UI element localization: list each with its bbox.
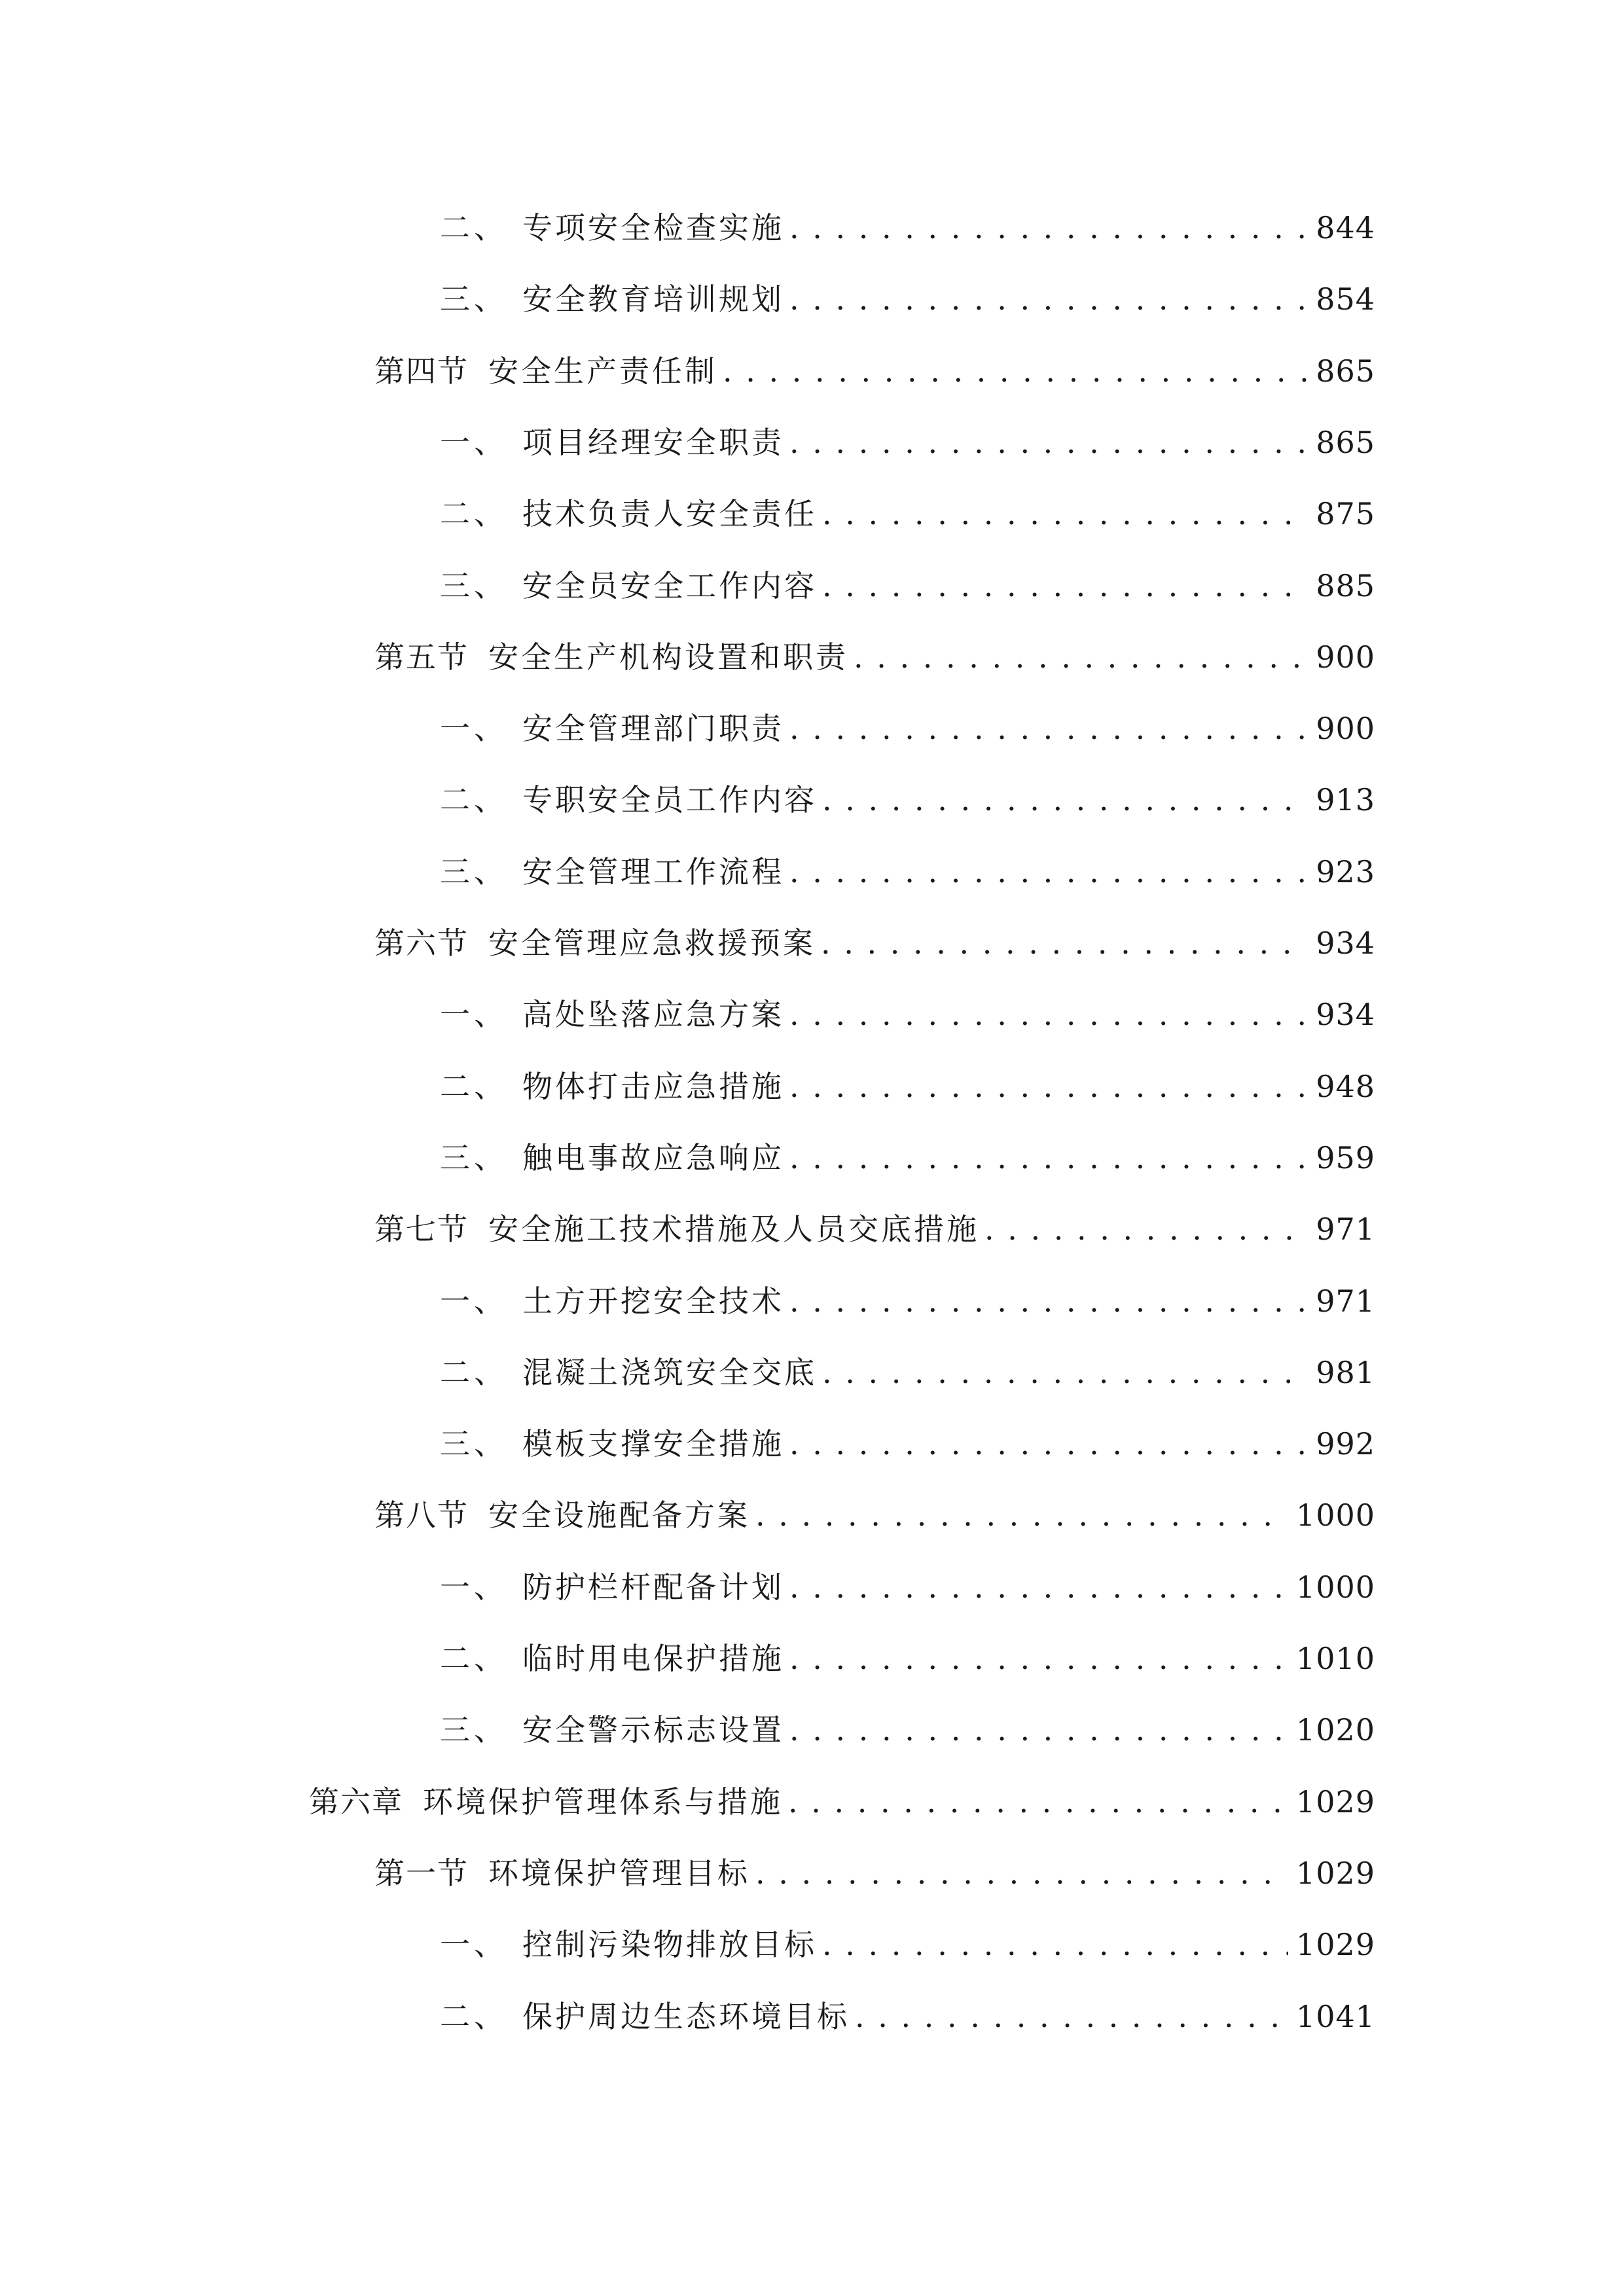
toc-dot-leader	[789, 1132, 1308, 1184]
toc-dot-leader	[822, 774, 1308, 826]
toc-entry[interactable]	[374, 917, 1375, 969]
toc-entry[interactable]	[440, 846, 1375, 898]
toc-dot-leader	[788, 1776, 1288, 1828]
toc-entry-title: 物体打击应急措施	[522, 1069, 784, 1104]
toc-entry-title: 技术负责人安全责任	[522, 496, 817, 531]
toc-dot-leader	[723, 345, 1308, 397]
toc-entry-title: 防护栏杆配备计划	[522, 1570, 784, 1605]
toc-entry-number: 第八节	[374, 1498, 469, 1533]
toc-entry-number: 一、	[440, 997, 508, 1032]
toc-dot-leader	[789, 416, 1308, 469]
toc-entry[interactable]	[440, 1918, 1375, 1971]
toc-entry-title: 土方开挖安全技术	[522, 1283, 784, 1319]
toc-entry-number: 三、	[440, 1426, 508, 1462]
toc-entry[interactable]	[309, 1776, 1375, 1828]
toc-entry[interactable]	[374, 345, 1375, 397]
toc-entry-title: 临时用电保护措施	[522, 1641, 784, 1676]
toc-entry[interactable]	[374, 1847, 1375, 1899]
toc-dot-leader	[755, 1489, 1288, 1541]
toc-entry-page: 885	[1316, 568, 1375, 603]
toc-entry-page: 900	[1316, 711, 1375, 746]
toc-dot-leader	[789, 1275, 1308, 1327]
toc-entry-page: 923	[1316, 854, 1375, 889]
toc-entry-page: 981	[1316, 1355, 1375, 1390]
toc-entry-page: 959	[1316, 1140, 1375, 1175]
toc-entry[interactable]	[374, 1489, 1375, 1541]
toc-entry[interactable]	[440, 1060, 1375, 1113]
toc-entry-title: 安全生产机构设置和职责	[488, 639, 848, 675]
toc-entry-page: 1029	[1295, 1927, 1375, 1962]
toc-entry-page: 900	[1316, 639, 1375, 675]
toc-entry[interactable]	[440, 1561, 1375, 1613]
toc-entry-number: 二、	[440, 210, 508, 245]
toc-entry-title: 专职安全员工作内容	[522, 782, 817, 817]
toc-entry-number: 三、	[440, 568, 508, 603]
toc-entry-page: 971	[1316, 1283, 1375, 1319]
toc-entry-title: 安全警示标志设置	[522, 1712, 784, 1748]
toc-entry-number: 三、	[440, 1140, 508, 1175]
toc-entry-page: 1000	[1295, 1498, 1375, 1533]
toc-entry[interactable]	[440, 988, 1375, 1041]
toc-entry-page: 865	[1316, 425, 1375, 460]
toc-entry-title: 高处坠落应急方案	[522, 997, 784, 1032]
toc-entry-title: 模板支撑安全措施	[522, 1426, 784, 1462]
toc-dot-leader	[789, 1561, 1288, 1613]
toc-entry-page: 948	[1316, 1069, 1375, 1104]
toc-entry-number: 二、	[440, 1641, 508, 1676]
toc-entry-number: 第一节	[374, 1856, 469, 1891]
toc-dot-leader	[789, 1418, 1308, 1470]
toc-entry-number: 二、	[440, 1069, 508, 1104]
toc-dot-leader	[822, 560, 1308, 612]
toc-entry-page: 934	[1316, 925, 1375, 961]
toc-dot-leader	[822, 488, 1308, 540]
toc-entry-page: 875	[1316, 496, 1375, 531]
toc-entry-page: 1020	[1295, 1712, 1375, 1748]
toc-dot-leader	[822, 1918, 1288, 1971]
toc-entry-number: 二、	[440, 1355, 508, 1390]
toc-entry-page: 854	[1316, 281, 1375, 317]
toc-entry-number: 三、	[440, 1712, 508, 1748]
toc-entry[interactable]	[440, 416, 1375, 469]
toc-entry-page: 1041	[1295, 1999, 1375, 2034]
toc-entry[interactable]	[440, 1632, 1375, 1685]
toc-entry-title: 安全管理工作流程	[522, 854, 784, 889]
toc-entry[interactable]	[374, 631, 1375, 683]
toc-entry-title: 环境保护管理体系与措施	[423, 1784, 783, 1820]
toc-dot-leader	[855, 1990, 1288, 2043]
toc-dot-leader	[789, 702, 1308, 755]
toc-dot-leader	[789, 1704, 1288, 1756]
toc-entry-number: 一、	[440, 425, 508, 460]
toc-entry-title: 安全施工技术措施及人员交底措施	[488, 1211, 979, 1247]
toc-entry-title: 安全生产责任制	[488, 353, 717, 389]
toc-entry-number: 二、	[440, 496, 508, 531]
toc-dot-leader	[854, 631, 1308, 683]
toc-entry-title: 控制污染物排放目标	[522, 1927, 817, 1962]
toc-entry-title: 安全设施配备方案	[488, 1498, 750, 1533]
toc-entry-title: 混凝土浇筑安全交底	[522, 1355, 817, 1390]
toc-entry[interactable]	[440, 774, 1375, 826]
toc-entry-number: 一、	[440, 1927, 508, 1962]
toc-entry-page: 1010	[1295, 1641, 1375, 1676]
toc-entry-page: 971	[1316, 1211, 1375, 1247]
toc-dot-leader	[822, 1346, 1308, 1399]
toc-entry-title: 安全管理部门职责	[522, 711, 784, 746]
toc-entry-number: 一、	[440, 1570, 508, 1605]
toc-entry-number: 二、	[440, 782, 508, 817]
toc-entry[interactable]	[440, 1132, 1375, 1184]
toc-entry-page: 913	[1316, 782, 1375, 817]
toc-dot-leader	[789, 202, 1308, 254]
toc-entry-title: 专项安全检查实施	[522, 210, 784, 245]
toc-entry[interactable]	[440, 273, 1375, 325]
toc-entry-title: 环境保护管理目标	[488, 1856, 750, 1891]
toc-entry-title: 安全教育培训规划	[522, 281, 784, 317]
toc-entry[interactable]	[440, 1704, 1375, 1756]
toc-entry-page: 865	[1316, 353, 1375, 389]
toc-dot-leader	[789, 1060, 1308, 1113]
toc-entry[interactable]	[440, 202, 1375, 254]
toc-entry[interactable]	[440, 1346, 1375, 1399]
toc-entry-number: 三、	[440, 281, 508, 317]
toc-entry-number: 二、	[440, 1999, 508, 2034]
toc-dot-leader	[789, 988, 1308, 1041]
toc-dot-leader	[755, 1847, 1288, 1899]
toc-entry[interactable]	[440, 560, 1375, 612]
toc-entry[interactable]	[440, 1275, 1375, 1327]
toc-entry-title: 触电事故应急响应	[522, 1140, 784, 1175]
toc-entry[interactable]	[374, 1203, 1375, 1255]
toc-entry-number: 第六节	[374, 925, 469, 961]
toc-entry-number: 第六章	[309, 1784, 403, 1820]
toc-entry[interactable]	[440, 488, 1375, 540]
toc-entry-title: 项目经理安全职责	[522, 425, 784, 460]
toc-dot-leader	[789, 1632, 1288, 1685]
toc-entry-title: 安全管理应急救援预案	[488, 925, 816, 961]
toc-entry-page: 1029	[1295, 1856, 1375, 1891]
toc-entry-page: 1029	[1295, 1784, 1375, 1820]
toc-entry-number: 三、	[440, 854, 508, 889]
toc-dot-leader	[789, 273, 1308, 325]
toc-dot-leader	[821, 917, 1308, 969]
toc-entry-number: 第五节	[374, 639, 469, 675]
toc-entry-page: 844	[1316, 210, 1375, 245]
toc-entry-page: 1000	[1295, 1570, 1375, 1605]
toc-entry-page: 992	[1316, 1426, 1375, 1462]
toc-dot-leader	[789, 846, 1308, 898]
toc-entry-number: 一、	[440, 1283, 508, 1319]
toc-entry-number: 第七节	[374, 1211, 469, 1247]
toc-entry-page: 934	[1316, 997, 1375, 1032]
toc-entry-number: 第四节	[374, 353, 469, 389]
toc-entry-title: 安全员安全工作内容	[522, 568, 817, 603]
toc-entry-number: 一、	[440, 711, 508, 746]
toc-dot-leader	[984, 1203, 1308, 1255]
toc-entry[interactable]	[440, 1990, 1375, 2043]
toc-entry-title: 保护周边生态环境目标	[522, 1999, 850, 2034]
toc-entry[interactable]	[440, 1418, 1375, 1470]
toc-entry[interactable]	[440, 702, 1375, 755]
